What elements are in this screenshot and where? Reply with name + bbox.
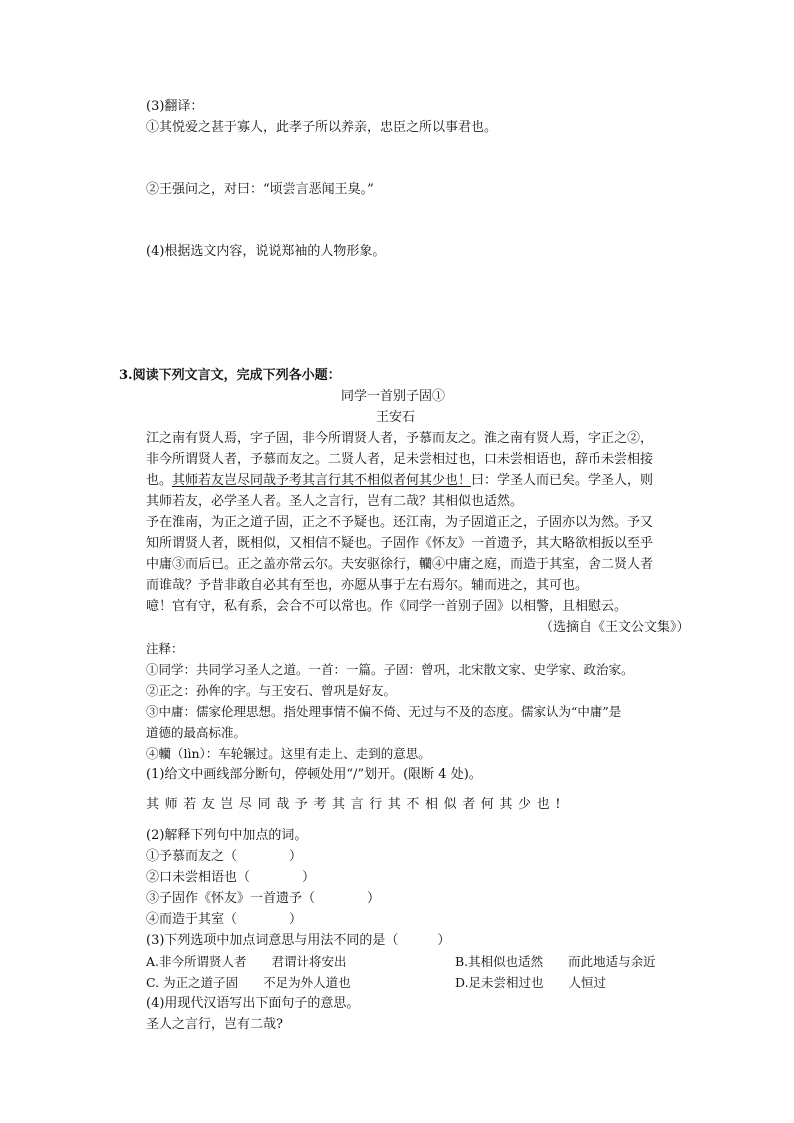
q3-label-prev: (3)翻译： [146, 99, 204, 114]
paragraph-2-line-4: 而谁哉？予昔非敢自必其有至也，亦愿从事于左右焉尔。辅而进之，其可也。 [146, 578, 589, 593]
translation-sentence-1: ①其悦爱之甚于寡人，此孝子所以养亲，忠臣之所以事君也。 [146, 120, 498, 135]
notes-label: 注释： [146, 641, 184, 656]
question-2-item-1: ①予慕而友之（ ） [146, 849, 303, 864]
line-3-suffix: 曰：学圣人而已矣。学圣人，则 [471, 473, 654, 488]
question-1-passage: 其师若友岂尽同哉予考其言行其不相似者何其少也! [146, 797, 567, 812]
essay-author: 王安石 [376, 410, 416, 425]
note-4: ④轥（lìn）：车轮辗过。这里有走上、走到的意思。 [146, 746, 431, 761]
question-4: (4)用现代汉语写出下面句子的意思。 [146, 996, 360, 1011]
line-3-prefix: 也。 [146, 473, 173, 488]
paragraph-2-line-1: 予在淮南，为正之道子固，正之不予疑也。还江南，为子固道正之，子固亦以为然。予又 [146, 515, 654, 530]
question-3: (3)下列选项中加点词意思与用法不同的是（ ） [146, 933, 451, 948]
section-3-heading: 3.阅读下列文言文，完成下列各小题： [119, 368, 341, 383]
question-2-item-2: ②口未尝相语也（ ） [146, 870, 316, 885]
essay-title: 同学一首别子固① [341, 389, 446, 404]
paragraph-2-line-3: 中庸③而后已。正之盖亦常云尔。夫安驱徐行，轥④中庸之庭，而造于其室，舍二贤人者 [146, 557, 654, 572]
question-4-sentence: 圣人之言行，岂有二哉? [146, 1017, 283, 1032]
paragraph-1-line-1: 江之南有贤人焉，字子固，非今所谓贤人者，予慕而友之。淮之南有贤人焉，字正之②， [146, 431, 654, 446]
paragraph-1-line-3 [146, 473, 653, 489]
underlined-passage: 其师若友岂尽同哉予考其言行其不相似者何其少也！ [172, 473, 472, 488]
option-d: D.足未尝相过也 人恒过 [455, 975, 607, 990]
paragraph-2-line-2: 知所谓贤人者，既相似，又相信不疑也。子固作《怀友》一首遗予，其大略欲相扳以至乎 [146, 536, 654, 551]
note-2: ②正之：孙侔的字。与王安石、曾巩是好友。 [146, 683, 397, 698]
question-4-prev: (4)根据选文内容，说说郑袖的人物形象。 [146, 244, 386, 259]
question-2-item-4: ④而造于其室（ ） [146, 912, 303, 927]
option-c: C. 为正之道子固 不足为外人道也 [146, 975, 351, 990]
source-citation: （选摘自《王文公文集》） [540, 620, 690, 635]
note-3-continued: 道德的最高标准。 [146, 725, 247, 740]
paragraph-3: 噫！官有守，私有系，会合不可以常也。作《同学一首别子固》以相警，且相慰云。 [146, 599, 628, 614]
question-2: (2)解释下列句中加点的词。 [146, 828, 308, 843]
question-1: (1)给文中画线部分断句，停顿处用“/”划开。(限断 4 处)。 [146, 767, 482, 782]
option-a: A.非今所谓贤人者 君谓计将安出 [146, 954, 347, 969]
translation-sentence-2: ②王强问之，对曰：“顷尝言恶闻王臭。” [146, 182, 374, 197]
option-b: B.其相似也适然 而此地适与余近 [455, 954, 656, 969]
paragraph-1-line-2: 非今所谓贤人者，予慕而友之。二贤人者，足未尝相过也，口未尝相语也，辞币未尝相接 [146, 452, 654, 467]
note-1: ①同学：共同学习圣人之道。一首：一篇。子固：曾巩，北宋散文家、史学家、政治家。 [146, 662, 634, 677]
question-2-item-3: ③子固作《怀友》一首遗予（ ） [146, 891, 381, 906]
paragraph-1-line-4: 其师若友，必学圣人者。圣人之言行，岂有二哉？其相似也适然。 [146, 494, 524, 509]
note-3: ③中庸：儒家伦理思想。指处理事情不偏不倚、无过与不及的态度。儒家认为“中庸”是 [146, 704, 622, 719]
